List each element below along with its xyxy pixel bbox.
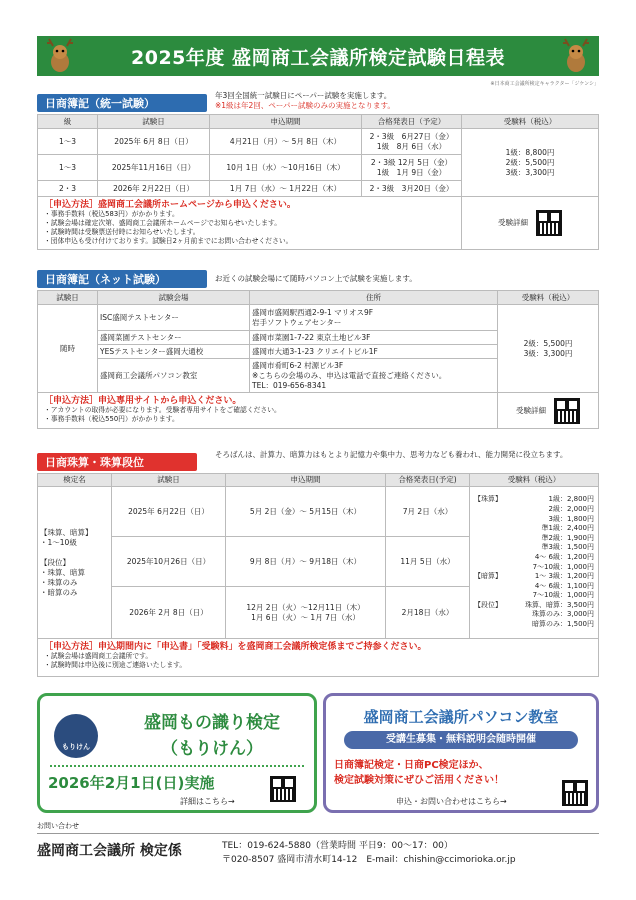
cell: 2025年10月26日（日）	[112, 537, 226, 587]
section-note-red: ※1級は年2回、ペーパー試験のみの実施となります。	[215, 101, 395, 110]
detail-cell	[498, 393, 599, 429]
cell: 随時	[38, 305, 98, 393]
section-note: 年3回全国統一試験日にペーパー試験を実施します。	[215, 91, 392, 100]
fee-row	[474, 610, 594, 620]
cell: 7月 2日（水）	[386, 487, 470, 537]
fee-amount: 1級：2,800円	[548, 495, 594, 504]
fee-category: 【段位】	[474, 600, 502, 609]
exam-date: 2026年2月1日(日)実施	[48, 774, 215, 792]
address: 盛岡市盛岡駅西通2-9-1 マリオス9F	[252, 307, 374, 317]
fee-amount: 3級：1,800円	[548, 514, 594, 523]
cell: 1月 7日（水）〜 1月22日（木）	[210, 181, 362, 197]
name-line: ・1〜10級	[40, 537, 77, 547]
fee-amount: 4〜 6級：1,100円	[534, 581, 594, 590]
fee-row	[474, 495, 594, 505]
fee-line: 2級：5,500円	[505, 157, 555, 167]
fee-row	[474, 553, 594, 563]
cell: 2・3級 3月20日（金）	[362, 181, 462, 197]
col-header: 受験料（税込）	[470, 474, 599, 487]
promo-line: 日商簿記検定・日商PC検定ほか、	[334, 760, 489, 771]
col-header: 申込期間	[226, 474, 386, 487]
promo-banner: 受講生募集・無料説明会随時開催	[344, 731, 578, 749]
fee-line: 3級：3,300円	[523, 348, 573, 358]
fee-category: 【珠算】	[474, 495, 502, 504]
name-line: ・珠算のみ	[40, 577, 78, 587]
cell: 2025年 6月 8日（日）	[98, 129, 210, 155]
name-line: ・暗算のみ	[40, 587, 78, 597]
bullet: ・試験時間は申込後に別途ご連絡いたします。	[44, 661, 187, 669]
col-header: 試験日	[112, 474, 226, 487]
period-line: 12月 2日（火）〜12月11日（木）	[246, 602, 365, 612]
fee-row	[474, 524, 594, 534]
col-header: 試験会場	[98, 291, 250, 305]
deer-mascot-icon	[43, 38, 77, 74]
apply-cell	[38, 197, 462, 250]
col-header: 合格発表日(予定)	[386, 474, 470, 487]
venue-name: YESテストセンター盛岡大通校	[98, 345, 250, 359]
venue-name: ISC盛岡テストセンター	[98, 305, 250, 331]
address: ※こちらの会場のみ、申込は電話で直接ご連絡ください。	[252, 370, 447, 380]
venue-name: 盛岡商工会議所パソコン教室	[98, 359, 250, 393]
cell: 4月21日（月）〜 5月 8日（木）	[210, 129, 362, 155]
fee-amount: 準3級：1,500円	[541, 543, 594, 552]
promo-title: 盛岡商工会議所パソコン教室	[363, 708, 559, 726]
section-note: お近くの試験会場にて随時パソコン上で試験を実施します。	[215, 274, 417, 283]
address: 岩手ソフトウェアセンター	[252, 317, 342, 327]
deer-mascot-icon	[559, 38, 593, 74]
bullet: ・試験会場は盛岡商工会議所です。	[44, 652, 153, 660]
result-line: 2・3級 12月 5日（金）	[370, 157, 453, 167]
cell: 2025年 6月22日（日）	[112, 487, 226, 537]
cell: 2月18日（水）	[386, 587, 470, 639]
qr-code-icon[interactable]	[554, 398, 580, 424]
divider	[37, 833, 599, 834]
bullet: ・団体申込も受け付けております。試験日2ヶ月前までにお問い合わせください。	[44, 237, 293, 245]
name-line: 【珠算、暗算】	[40, 527, 93, 537]
fee-row	[474, 591, 594, 601]
result-line: 2・3級 6月27日（金）	[369, 131, 454, 141]
cell: 2・3	[38, 181, 98, 197]
divider	[50, 765, 304, 767]
col-header: 受験料（税込）	[462, 115, 599, 129]
apply-cell	[38, 639, 599, 677]
cell: 9月 8日（月）〜 9月18日（木）	[226, 537, 386, 587]
table-row	[38, 305, 599, 331]
logo-text: もりけん	[62, 743, 90, 751]
section-header-soroban: 日商珠算・珠算段位	[37, 453, 197, 471]
cell: 1〜3	[38, 129, 98, 155]
cell: 1〜3	[38, 155, 98, 181]
moriken-logo-icon	[54, 714, 98, 758]
qr-code-icon[interactable]	[270, 776, 296, 802]
cell: 2026年 2月22日（日）	[98, 181, 210, 197]
venue-name: 盛岡菜園テストセンター	[98, 331, 250, 345]
fee-amount: 4〜 6級：1,200円	[534, 552, 594, 561]
promo-line: 検定試験対策にぜひご活用ください！	[334, 775, 504, 786]
detail-link[interactable]: 詳細はこちら→	[180, 797, 235, 806]
exam-names	[38, 487, 112, 639]
detail-label: 受験詳細	[498, 218, 528, 227]
soroban-table	[37, 473, 599, 677]
contact-link[interactable]: 申込・お問い合わせはこちら→	[396, 797, 507, 806]
address: TEL：019-656-8341	[252, 380, 327, 390]
col-header: 検定名	[38, 474, 112, 487]
cell	[250, 359, 498, 393]
qr-code-icon[interactable]	[562, 780, 588, 806]
boki-net-table	[37, 290, 599, 429]
boki-unified-table	[37, 114, 599, 250]
table-row	[38, 129, 599, 155]
contact-address: 〒020-8507 盛岡市清水町14-12 E-mail：chishin@ccimorioka.or.jp	[222, 855, 516, 865]
pc-school-promo[interactable]	[323, 693, 599, 813]
apply-cell	[38, 393, 498, 429]
fee-list	[474, 495, 594, 629]
fee-row	[474, 515, 594, 525]
morikens-promo[interactable]	[37, 693, 317, 813]
cell: 5月 2日（金）〜 5月15日（木）	[226, 487, 386, 537]
fee-cell	[470, 487, 599, 639]
period-line: 1月 6日（火）〜 1月 7日（水）	[251, 612, 360, 622]
apply-method: ［申込方法］盛岡商工会議所ホームページから申込ください。	[44, 200, 296, 210]
promo-title: 盛岡もの識り検定	[144, 713, 280, 733]
fee-amount: 準2級：1,900円	[541, 533, 594, 542]
contact-tel: TEL：019-624-5880（営業時間 平日9：00〜17：00）	[222, 841, 453, 851]
bullet: ・試験会場は確定次第、盛岡商工会議所ホームページでお知らせいたします。	[44, 219, 282, 227]
cell	[250, 305, 498, 331]
fee-amount: 7〜10級：1,000円	[532, 591, 594, 600]
org-name: 盛岡商工会議所 検定係	[37, 843, 182, 859]
address: 盛岡市肴町6-2 村源ビル3F	[252, 360, 344, 370]
fee-row	[474, 534, 594, 544]
fee-amount: 珠算、暗算：3,500円	[524, 600, 594, 609]
fee-amount: 珠算のみ：3,000円	[531, 610, 594, 619]
fee-row	[474, 572, 594, 582]
address: 盛岡市菜園1-7-22 東京土地ビル3F	[250, 331, 498, 345]
cell	[362, 129, 462, 155]
fee-row	[474, 563, 594, 573]
cell	[362, 155, 462, 181]
table-row	[38, 487, 599, 537]
mascot-credit: ※日本商工会議所検定キャラクター「ジケンシ」	[490, 81, 599, 87]
col-header: 合格発表日（予定）	[362, 115, 462, 129]
fee-row	[474, 582, 594, 592]
bullet: ・試験時間は受験票送付時にお知らせいたします。	[44, 228, 200, 236]
section-header-boki-net: 日商簿記（ネット試験）	[37, 270, 207, 288]
bullet: ・事務手数料（税込583円）がかかります。	[44, 210, 179, 218]
apply-method: ［申込方法］申込専用サイトから申込ください。	[44, 396, 242, 406]
detail-label: 受験詳細	[516, 405, 546, 415]
col-header: 住所	[250, 291, 498, 305]
name-line: 【段位】	[40, 557, 70, 567]
address: 盛岡市大通3-1-23 クリエイトビル1F	[250, 345, 498, 359]
col-header: 試験日	[98, 115, 210, 129]
fee-cell	[462, 129, 599, 197]
fee-line: 1級：8,800円	[505, 147, 555, 157]
fee-cell	[498, 305, 599, 393]
fee-category: 【暗算】	[474, 572, 502, 581]
section-header-boki-unified: 日商簿記（統一試験）	[37, 94, 207, 112]
col-header: 級	[38, 115, 98, 129]
name-line: ・珠算、暗算	[40, 567, 85, 577]
apply-method: ［申込方法］申込期間内に「申込書」「受験料」を盛岡商工会議所検定係までご持参ください。	[44, 642, 427, 652]
cell: 10月 1日（水）〜10月16日（木）	[210, 155, 362, 181]
section-note: そろばんは、計算力、暗算力はもとより記憶力や集中力、思考力なども養われ、能力開発に役立ちます。	[215, 450, 568, 459]
title-banner	[37, 36, 599, 76]
col-header: 受験料（税込）	[498, 291, 599, 305]
fee-amount: 2級：2,000円	[548, 504, 594, 513]
cell: 2026年 2月 8日（日）	[112, 587, 226, 639]
cell: 11月 5日（水）	[386, 537, 470, 587]
bullet: ・アカウントの取得が必要になります。受験者専用サイトをご確認ください。	[44, 406, 281, 414]
fee-row	[474, 620, 594, 630]
cell	[226, 587, 386, 639]
fee-row	[474, 543, 594, 553]
fee-row	[474, 505, 594, 515]
fee-amount: 準1級：2,400円	[541, 524, 594, 533]
fee-line: 3級：3,300円	[505, 167, 555, 177]
fee-amount: 1〜 3級：1,200円	[534, 572, 594, 581]
result-line: 1級 1月 9日（金）	[376, 167, 447, 177]
fee-amount: 7〜10級：1,000円	[532, 562, 594, 571]
promo-subtitle: （もりけん）	[161, 739, 263, 759]
result-line: 1級 8月 6日（水）	[376, 141, 447, 151]
fee-amount: 暗算のみ：1,500円	[531, 620, 594, 629]
detail-cell	[462, 197, 599, 250]
col-header: 申込期間	[210, 115, 362, 129]
qr-code-icon[interactable]	[536, 210, 562, 236]
col-header: 試験日	[38, 291, 98, 305]
contact-label: お問い合わせ	[37, 822, 79, 830]
cell: 2025年11月16日（日）	[98, 155, 210, 181]
bullet: ・事務手数料（税込550円）がかかります。	[44, 415, 179, 423]
page-title: 2025年度 盛岡商工会議所検定試験日程表	[131, 46, 505, 69]
fee-line: 2級：5,500円	[523, 338, 573, 348]
